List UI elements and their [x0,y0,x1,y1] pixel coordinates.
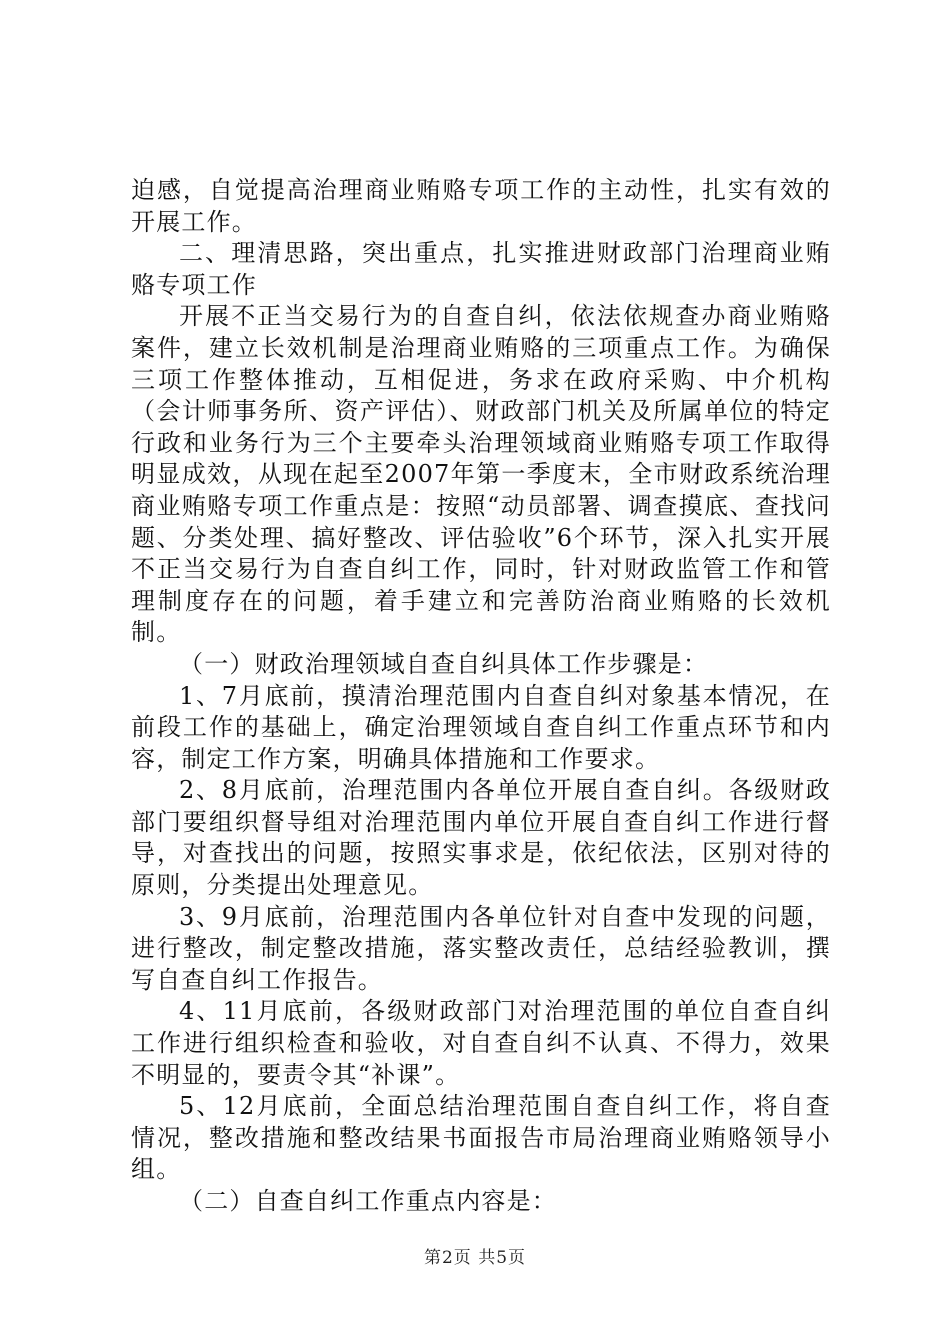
subsection-heading-1: （一）财政治理领域自查自纠具体工作步骤是： [179,649,709,678]
paragraph-overview: 开展不正当交易行为的自查自纠，依法依规查办商业贿赂案件，建立长效机制是治理商业贿赂的三项重点工作。为确保三项工作整体推动，互相促进，务求在政府采购、中介机构（会计师事务所、资产评估）、财政部门机关及所属单位的特定行政和业务行为三个主要牵头治理领域商业贿赂专项工作取得明显成效，从现在起至2007年第一季度末，全市财政系统治理商业贿赂专项工作重点是：按照“动员部署、调查摸底、查找问题、分类处理、搞好整改、评估验收”6个环节，深入扎实开展不正当交易行为自查自纠工作，同时，针对财政监管工作和管理制度存在的问题，着手建立和完善防治商业贿赂的长效机制。 [131,302,831,647]
page-number-footer: 第2页 共5页 [423,1248,527,1268]
section-heading-2: 二、理清思路，突出重点，扎实推进财政部门治理商业贿赂专项工作 [131,239,831,299]
subsection-heading-2: （二）自查自纠工作重点内容是： [179,1187,557,1215]
document-body [131,175,831,1218]
step-item-1: 1、7月底前，摸清治理范围内自查自纠对象基本情况，在前段工作的基础上，确定治理领域自查自纠工作重点环节和内容，制定工作方案，明确具体措施和工作要求。 [131,681,831,773]
step-item-5: 5、12月底前，全面总结治理范围自查自纠工作，将自查情况，整改措施和整改结果书面报告市局治理商业贿赂领导小组。 [131,1092,831,1184]
step-item-4: 4、11月底前，各级财政部门对治理范围的单位自查自纠工作进行组织检查和验收，对自查自纠不认真、不得力，效果不明显的，要责令其“补课”。 [131,997,831,1089]
step-item-3: 3、9月底前，治理范围内各单位针对自查中发现的问题，进行整改，制定整改措施，落实整改责任，总结经验教训，撰写自查自纠工作报告。 [131,902,831,994]
paragraph-continuation: 迫感，自觉提高治理商业贿赂专项工作的主动性，扎实有效的开展工作。 [131,176,831,236]
step-item-2: 2、8月底前，治理范围内各单位开展自查自纠。各级财政部门要组织督导组对治理范围内单位开展自查自纠工作进行督导，对查找出的问题，按照实事求是，依纪依法，区别对待的原则，分类提出处理意见。 [131,776,831,900]
